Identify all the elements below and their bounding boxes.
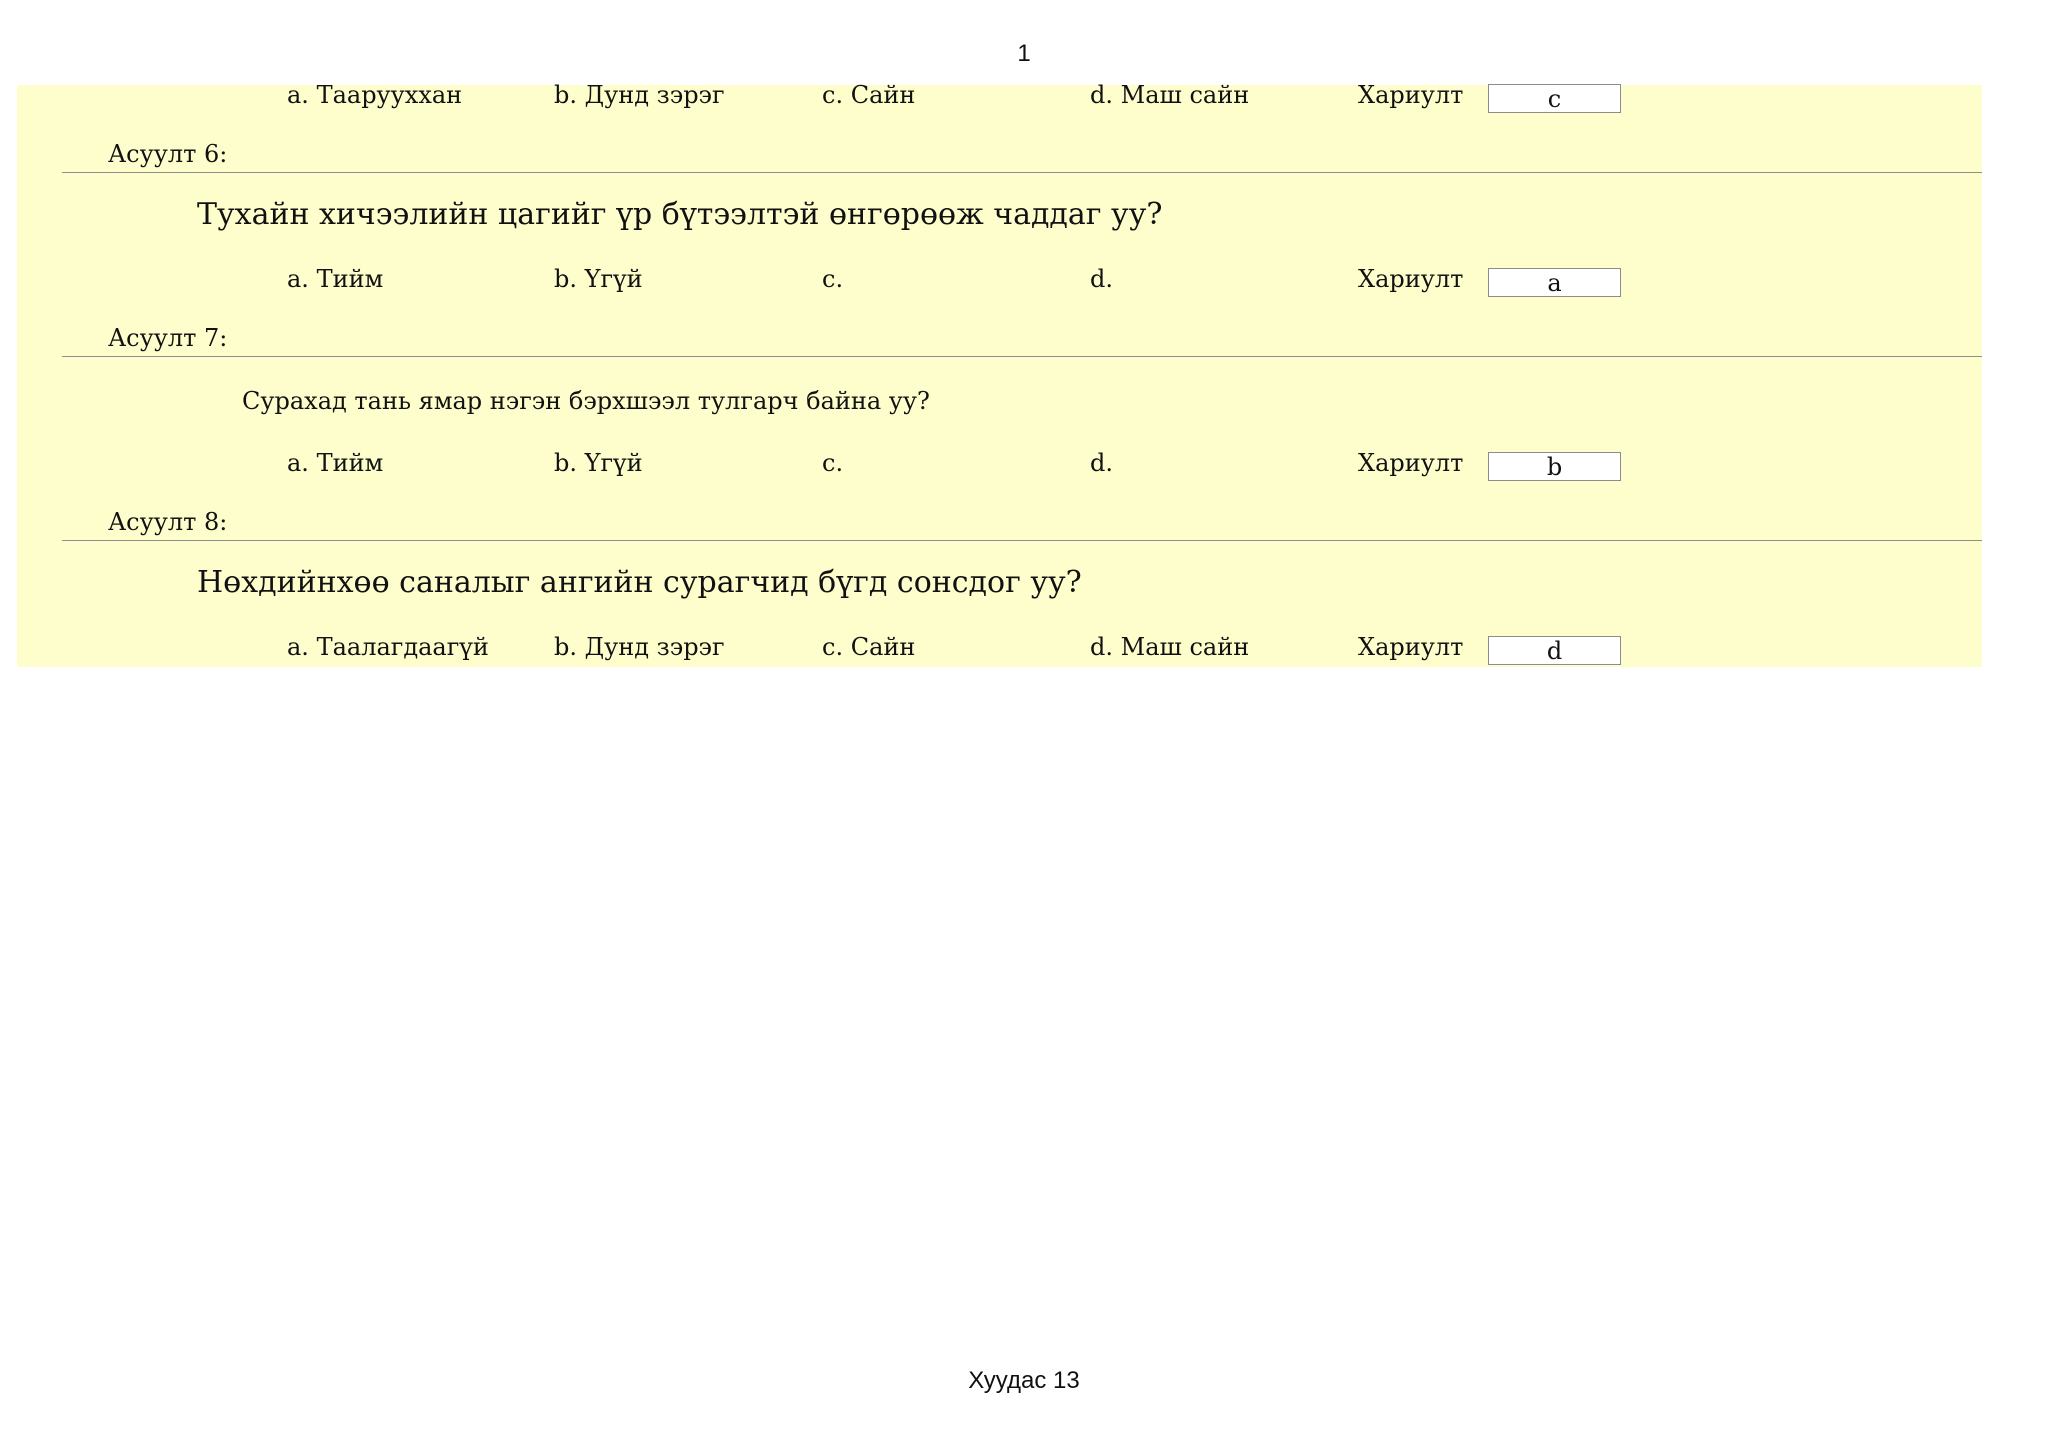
question-7-option-c: c. <box>822 449 844 477</box>
question-8-option-a: a. Таалагдаагүй <box>287 633 489 661</box>
question-6-option-d: d. <box>1090 265 1113 293</box>
question-7-divider <box>62 356 1982 357</box>
question-8-answer-field[interactable]: d <box>1488 636 1621 665</box>
question-8-label: Асуулт 8: <box>108 508 228 536</box>
question-8-text: Нөхдийнхөө саналыг ангийн сурагчид бүгд сонсдог уу? <box>197 565 1082 600</box>
prev-option-d: d. Маш сайн <box>1090 81 1250 109</box>
question-8-option-c: c. Сайн <box>822 633 916 661</box>
question-7-answer-field[interactable]: b <box>1488 452 1621 481</box>
question-6-text: Тухайн хичээлийн цагийг үр бүтээлтэй өнгөрөөж чаддаг уу? <box>197 197 1163 232</box>
question-8-divider <box>62 540 1982 541</box>
survey-form <box>17 81 1982 667</box>
page-number: 1 <box>1017 40 1031 67</box>
prev-option-b: b. Дунд зэрэг <box>554 81 725 109</box>
page-footer: Хуудас 13 <box>968 1367 1080 1394</box>
question-8-answer-label: Хариулт <box>1358 633 1464 661</box>
question-6-label: Асуулт 6: <box>108 140 228 168</box>
prev-option-a: a. Таарууххан <box>287 81 463 109</box>
question-8-option-b: b. Дунд зэрэг <box>554 633 725 661</box>
question-7-label: Асуулт 7: <box>108 324 228 352</box>
question-6-option-b: b. Үгүй <box>554 265 643 293</box>
question-7-option-b: b. Үгүй <box>554 449 643 477</box>
question-6-answer-label: Хариулт <box>1358 265 1464 293</box>
question-7-text: Сурахад тань ямар нэгэн бэрхшээл тулгарч байна уу? <box>242 387 930 415</box>
question-8-option-d: d. Маш сайн <box>1090 633 1250 661</box>
prev-answer-label: Хариулт <box>1358 81 1464 109</box>
question-7-option-a: a. Тийм <box>287 449 384 477</box>
question-6-answer-field[interactable]: a <box>1488 268 1621 297</box>
question-6-divider <box>62 172 1982 173</box>
question-7-answer-label: Хариулт <box>1358 449 1464 477</box>
prev-option-c: c. Сайн <box>822 81 916 109</box>
question-6-option-a: a. Тийм <box>287 265 384 293</box>
question-6-option-c: c. <box>822 265 844 293</box>
question-7-option-d: d. <box>1090 449 1113 477</box>
prev-answer-field[interactable]: c <box>1488 84 1621 113</box>
